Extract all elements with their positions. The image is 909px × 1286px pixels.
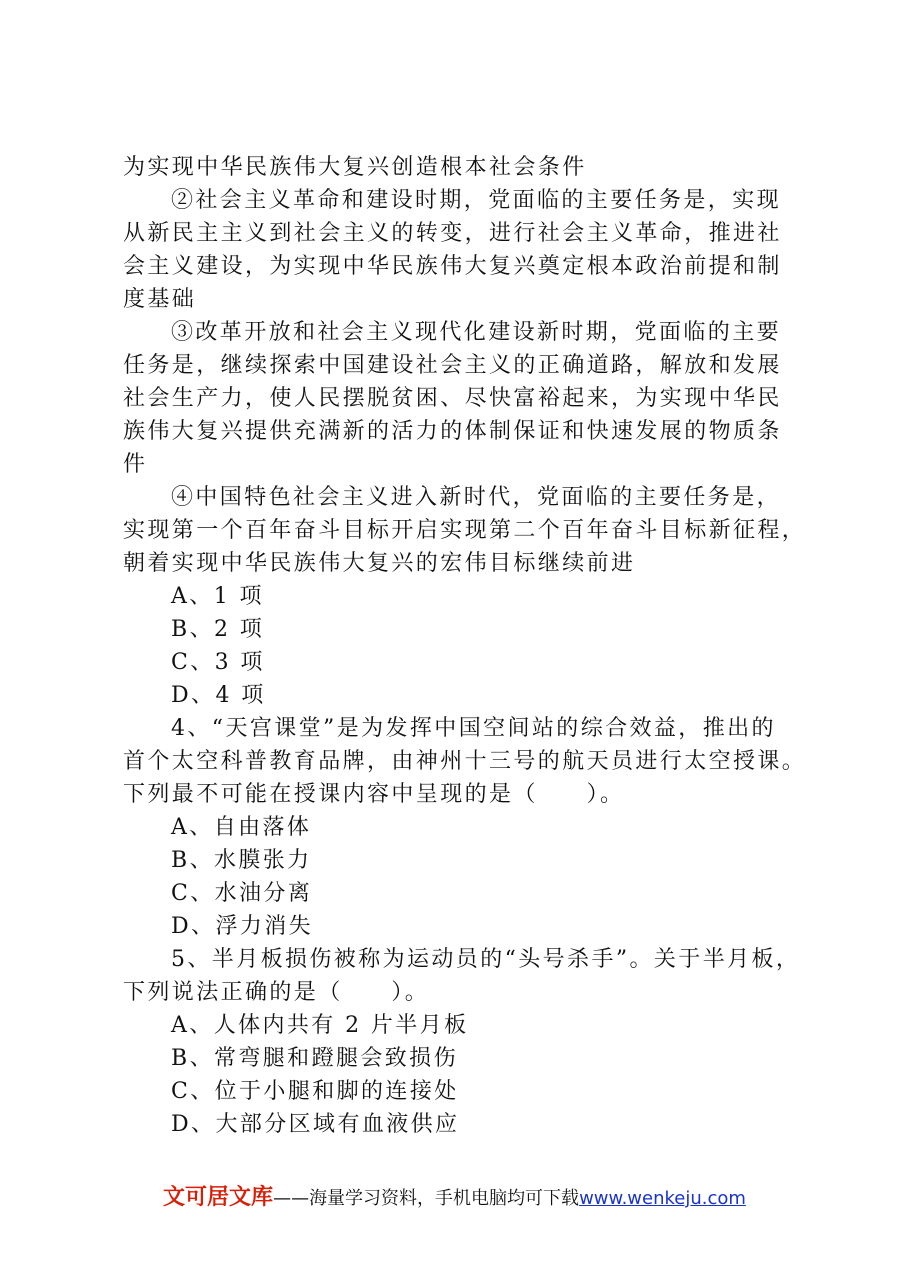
text-line: A、人体内共有 2 片半月板 (171, 1013, 469, 1038)
text-line: 任务是，继续探索中国建设社会主义的正确道路，解放和发展 (123, 353, 782, 378)
text-line: 族伟大复兴提供充满新的活力的体制保证和快速发展的物质条 (123, 419, 782, 444)
text-line: D、4 项 (171, 683, 266, 708)
text-line: B、常弯腿和蹬腿会致损伤 (171, 1046, 458, 1071)
text-line: 会主义建设，为实现中华民族伟大复兴奠定根本政治前提和制 (123, 254, 782, 279)
text-line: 为实现中华民族伟大复兴创造根本社会条件 (123, 155, 587, 180)
document-body (123, 151, 807, 1141)
text-line: 社会生产力，使人民摆脱贫困、尽快富裕起来，为实现中华民 (123, 386, 782, 411)
text-line: C、位于小腿和脚的连接处 (171, 1079, 459, 1104)
footer-link[interactable]: www.wenkeju.com (579, 1188, 746, 1209)
text-line: 朝着实现中华民族伟大复兴的宏伟目标继续前进 (123, 551, 636, 576)
text-line: 下列最不可能在授课内容中呈现的是（ ）。 (123, 782, 625, 807)
text-line: 从新民主主义到社会主义的转变，进行社会主义革命，推进社 (123, 221, 782, 246)
text-line: ④中国特色社会主义进入新时代，党面临的主要任务是， (171, 485, 782, 510)
text-line: 首个太空科普教育品牌，由神州十三号的航天员进行太空授课。 (123, 749, 807, 774)
text-line: 度基础 (123, 287, 197, 312)
text-line: ③改革开放和社会主义现代化建设新时期，党面临的主要 (171, 320, 782, 345)
text-line: 5、半月板损伤被称为运动员的“头号杀手”。关于半月板， (171, 947, 801, 972)
text-line: C、3 项 (171, 650, 265, 675)
text-line: A、1 项 (171, 584, 264, 609)
text-line: 4、“天宫课堂”是为发挥中国空间站的综合效益，推出的 (171, 716, 776, 741)
text-line: ②社会主义革命和建设时期，党面临的主要任务是，实现 (171, 188, 782, 213)
text-line: A、自由落体 (171, 815, 312, 840)
text-line: D、大部分区域有血液供应 (171, 1112, 460, 1137)
footer-brand: 文可居文库 (163, 1185, 274, 1210)
text-line: 实现第一个百年奋斗目标开启实现第二个百年奋斗目标新征程， (123, 518, 807, 543)
footer-slogan: ——海量学习资料，手机电脑均可下载 (273, 1188, 580, 1209)
text-line: C、水油分离 (171, 881, 313, 906)
text-line: 下列说法正确的是（ ）。 (123, 980, 430, 1005)
text-line: D、浮力消失 (171, 914, 314, 939)
text-line: 件 (123, 452, 148, 477)
text-line: B、2 项 (171, 617, 265, 642)
footer-banner (0, 1180, 909, 1211)
text-line: B、水膜张力 (171, 848, 312, 873)
